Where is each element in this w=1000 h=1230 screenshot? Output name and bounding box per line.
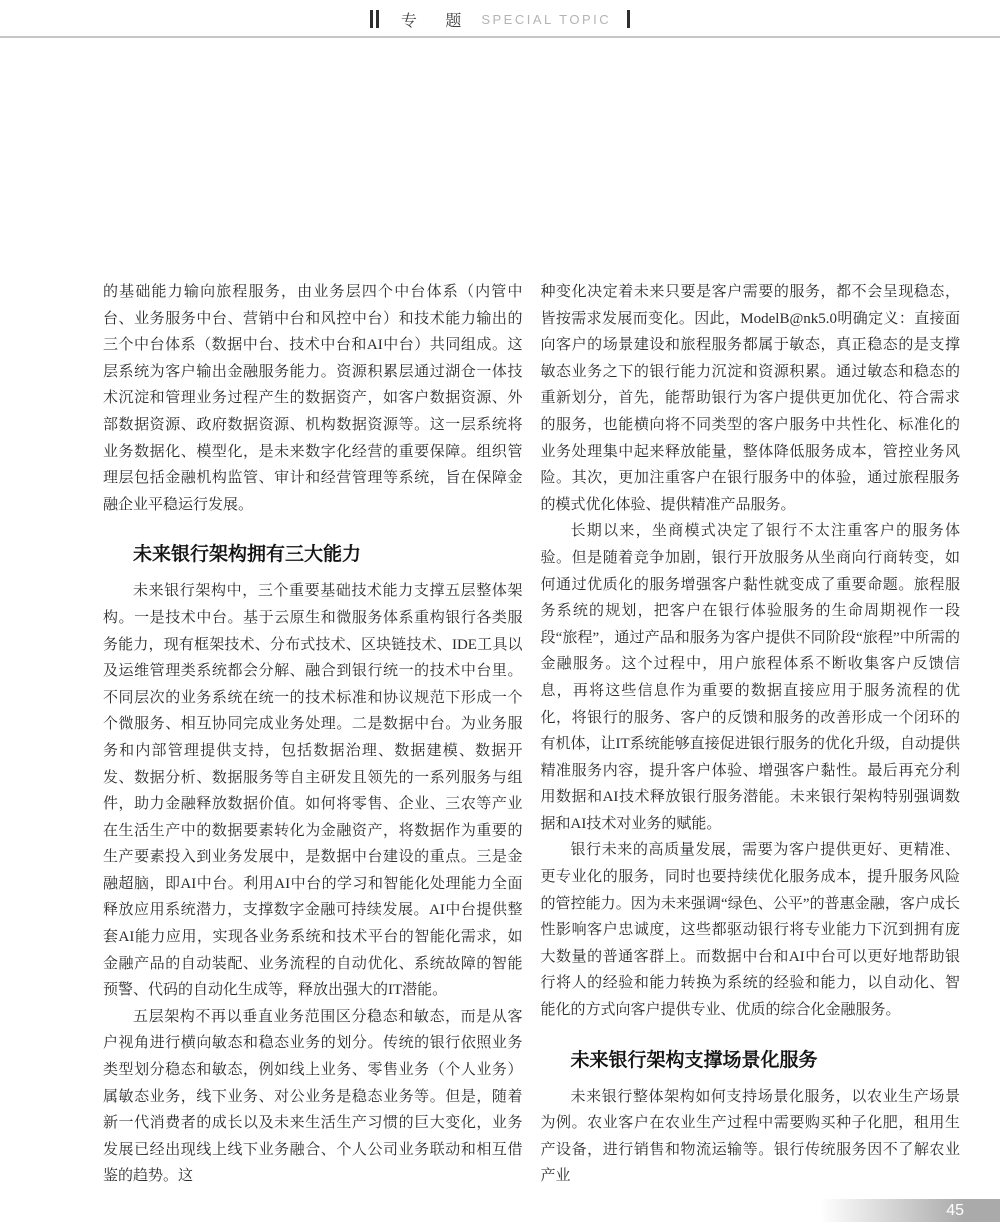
page-number: 45 — [946, 1202, 964, 1219]
single-bar-icon — [627, 10, 630, 28]
paragraph: 种变化决定着未来只要是客户需要的服务，都不会呈现稳态，皆按需求发展而变化。因此，ModelB@nk5.0明确定义：直接面向客户的场景建设和旅程服务都属于敏态，真正稳态的是支撑敏态业务之下的银行能力沉淀和资源积累。通过敏态和稳态的重新划分，首先，能帮助银行为客户提供更加优化、符合需求的服务，也能横向将不同类型的客户服务中共性化、标准化的业务处理集中起来释放能量，整体降低服务成本，管控业务风险。其次，更加注重客户在银行服务中的体验，通过旅程服务的模式优化体验、提供精准产品服务。 — [540, 284, 960, 513]
paragraph: 五层架构不再以垂直业务范围区分稳态和敏态，而是从客户视角进行横向敏态和稳态业务的划分。传统的银行依照业务类型划分稳态和敏态，例如线上业务、零售业务（个人业务）属敏态业务，线下业务、对公业务是稳态业务等。但是，随着新一代消费者的成长以及未来生活生产习惯的巨大变化，业务发展已经出现线上线下业务融合、个人公司业务联动和相互借鉴的趋势。这 — [103, 1008, 523, 1185]
paragraph: 未来银行整体架构如何支持场景化服务，以农业生产场景为例。农业客户在农业生产过程中需要购买种子化肥，租用生产设备，进行销售和物流运输等。银行传统服务因不了解农业产业 — [540, 1088, 960, 1185]
section-heading: 未来银行架构支撑场景化服务 — [570, 1049, 818, 1071]
section-heading: 未来银行架构拥有三大能力 — [133, 544, 362, 566]
paragraph: 未来银行架构中，三个重要基础技术能力支撑五层整体架构。一是技术中台。基于云原生和微服务体系重构银行各类服务能力，现有框架技术、分布式技术、区块链技术、IDE工具以及运维管理类系统都会分解、融合到银行统一的技术中台里。不同层次的业务系统在统一的技术标准和协议规范下形成一个个微服务、相互协同完成业务处理。二是数据中台。为业务服务和内部管理提供支持，包括数据治理、数据建模、数据开发、数据分析、数据服务等自主研发且领先的一系列服务与组件，助力金融释放数据价值。如何将零售、企业、三农等产业在生活生产中的数据要素转化为金融资产，将数据作为重要的生产要素投入到业务发展中，是数据中台建设的重点。三是金融超脑，即AI中台。利用AI中台的学习和智能化处理能力全面释放应用系统潜力，支撑数字金融可持续发展。AI中台提供整套AI能力应用，实现各业务系统和技术平台的智能化需求，如金融产品的自动装配、业务流程的自动优化、系统故障的智能预警、代码的自动化生成等，释放出强大的IT潜能。 — [103, 583, 523, 999]
page-header — [0, 5, 1000, 33]
paragraph: 长期以来，坐商模式决定了银行不太注重客户的服务体验。但是随着竞争加剧，银行开放服务从坐商向行商转变，如何通过优质化的服务增强客户黏性就变成了重要命题。旅程服务系统的规划，把客户在银行体验服务的生命周期视作一段段“旅程”，通过产品和服务为客户提供不同阶段“旅程”中所需的金融服务。这个过程中，用户旅程体系不断收集客户反馈信息，再将这些信息作为重要的数据直接应用于服务流程的优化，将银行的服务、客户的反馈和服务的改善形成一个闭环的有机体，让IT系统能够直接促进银行服务的优化升级，自动提供精准服务内容，提升客户体验、增强客户黏性。最后再充分利用数据和AI技术释放银行服务潜能。未来银行架构特别强调数据和AI技术对业务的赋能。 — [540, 523, 960, 832]
column-left — [103, 279, 523, 1190]
column-right — [541, 279, 961, 1190]
paragraph: 银行未来的高质量发展，需要为客户提供更好、更精准、更专业化的服务，同时也要持续优化服务成本，提升服务风险的管控能力。因为未来强调“绿色、公平”的普惠金融，客户成长性影响客户忠诚度，这些都驱动银行将专业能力下沉到拥有庞大数量的普通客群上。而数据中台和AI中台可以更好地帮助银行将人的经验和能力转换为系统的经验和能力，以自动化、智能化的方式向客户提供专业、优质的综合化金融服务。 — [540, 842, 960, 1019]
header-title-en: SPECIAL TOPIC — [481, 11, 612, 27]
header-divider — [0, 36, 1000, 38]
paragraph: 的基础能力输向旅程服务，由业务层四个中台体系（内管中台、业务服务中台、营销中台和风控中台）和技术能力输出的三个中台体系（数据中台、技术中台和AI中台）共同组成。这层系统为客户输出金融服务能力。资源积累层通过湖仓一体技术沉淀和管理业务过程产生的数据资产，如客户数据资源、外部数据资源、政府数据资源、机构数据资源等。这一层系统将业务数据化、模型化，是未来数字化经营的重要保障。组织管理层包括金融机构监管、审计和经营管理等系统，旨在保障金融企业平稳运行发展。 — [103, 284, 523, 513]
article-body — [103, 279, 960, 1190]
double-bar-icon — [370, 10, 379, 28]
page-number-badge — [820, 1199, 1000, 1222]
header-title-cn: 专 题 — [400, 12, 474, 30]
